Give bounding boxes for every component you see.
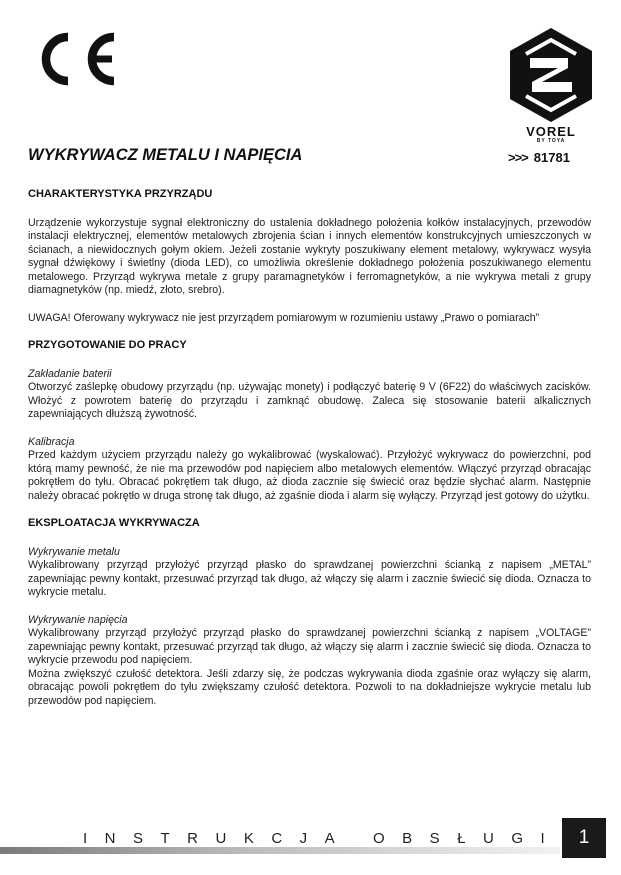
brand-name: VOREL bbox=[526, 124, 576, 139]
section-heading-characteristics: CHARAKTERYSTYKA PRZYRZĄDU bbox=[28, 188, 213, 200]
paragraph-sensitivity: Można zwiększyć czułość detektora. Jeśli zdarzy się, że podczas wykrywania dioda zgaśnie oraz wyłączy się alarm, obracając powoli pokrętłem do tyłu zwiększamy czułość detektora. Pozwoli to na dokładniejsze wykrycie metalu lub przewodów pod napięciem. bbox=[28, 667, 591, 707]
footer-gradient-bar bbox=[0, 847, 560, 854]
subheading-calibration: Kalibracja bbox=[28, 435, 75, 448]
paragraph-voltage-detection: Wykalibrowany przyrząd przyłożyć przyrząd płasko do sprawdzanej powierzchni ścianką z napisem „VOLTAGE” zapewniając pewny kontakt, przesuwać przyrząd tak długo, aż włączy się alarm i zacznie świecić się dioda. Oznacza to wykrycie przewodu pod napięciem. bbox=[28, 627, 591, 666]
brand-subtitle: BY TOYA bbox=[536, 138, 566, 144]
subheading-metal-detection: Wykrywanie metalu bbox=[28, 545, 120, 558]
paragraph-calibration: Przed każdym użyciem przyrządu należy go wykalibrować (wyskalować). Przyłożyć wykrywacz do powierzchni, pod którą mamy pewność, że nie ma przewodów pod napięciem albo metalowych elementów. Włączyć przyrząd obracając pokrętłem do tyłu. Obracać pokrętłem tak długo, aż dioda zacznie się świecić oraz będzie słychać alarm. Następnie należy obracać pokrętło w druga stronę tak długo, aż zgaśnie dioda i alarm się wyłączy. Przyrząd jest gotowy do użytku. bbox=[28, 449, 591, 502]
product-code-number: 81781 bbox=[533, 150, 570, 165]
paragraph-metal-detection: Wykalibrowany przyrząd przyłożyć przyrząd płasko do sprawdzanej powierzchni ścianką z napisem „METAL” zapewniając pewny kontakt, przesuwać przyrząd tak długo, aż włączy się alarm i zacznie świecić się dioda. Oznacza to wykrycie metalu. bbox=[28, 559, 591, 598]
section-heading-preparation: PRZYGOTOWANIE DO PRACY bbox=[28, 339, 187, 351]
brand-logo bbox=[505, 26, 597, 144]
paragraph-warning: UWAGA! Oferowany wykrywacz nie jest przyrządem pomiarowym w rozumieniu ustawy „Prawo o pomiarach” bbox=[28, 311, 540, 324]
page-title: WYKRYWACZ METALU I NAPIĘCIA bbox=[28, 146, 303, 164]
document-body bbox=[28, 188, 591, 722]
footer bbox=[0, 827, 621, 859]
arrows-icon: >>> bbox=[508, 150, 528, 165]
section-heading-operation: EKSPLOATACJA WYKRYWACZA bbox=[28, 517, 200, 529]
paragraph-battery: Otworzyć zaślepkę obudowy przyrządu (np. używając monety) i podłączyć baterię 9 V (6F22) do właściwych zacisków. Włożyć z powrotem baterię do przyrządu i zamknąć obudowę. Zaleca się stosowanie baterii alkalicznych zapewniających dłuższą żywotność. bbox=[28, 381, 591, 420]
paragraph-characteristics: Urządzenie wykorzystuje sygnał elektroniczny do ustalenia dokładnego położenia kołków instalacyjnych, przewodów instalacji elektrycznej, elementów metalowych zbrojenia ścian i innych elementów konstrukcyjnych umieszczonych w ścianach, a niewidocznych gołym okiem. Jeżeli zostanie wykryty poszukiwany element metalowy, wykrywacz wysyła sygnał dźwiękowy i świetlny (dioda LED), co umożliwia określenie dokładnego położenia poszukiwanego elementu metalowego. Przyrząd wykrywa metale z grupy paramagnetyków i ferromagnetyków, a nie wykrywa metali z grupy diamagnetyków (np. miedź, złoto, srebro). bbox=[28, 216, 591, 296]
subheading-voltage-detection: Wykrywanie napięcia bbox=[28, 613, 128, 626]
subheading-battery: Zakładanie baterii bbox=[28, 367, 112, 380]
page-number: 1 bbox=[562, 818, 606, 858]
footer-title: INSTRUKCJA OBSŁUGI bbox=[83, 830, 563, 847]
vorel-hexagon-icon bbox=[508, 26, 594, 124]
product-code bbox=[508, 150, 570, 165]
ce-mark-logo bbox=[28, 30, 120, 88]
